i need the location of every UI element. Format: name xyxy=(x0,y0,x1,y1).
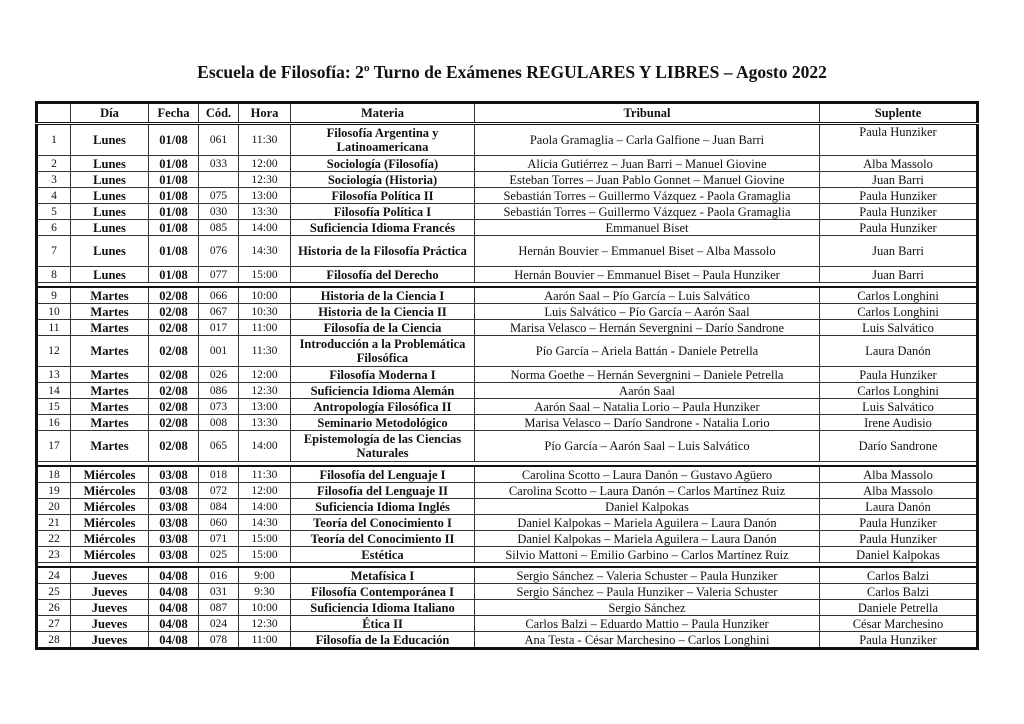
table-row xyxy=(37,616,978,632)
subject-cell: Epistemología de las Ciencias Naturales xyxy=(291,431,475,462)
day-cell: Jueves xyxy=(71,600,149,616)
code-cell: 065 xyxy=(199,431,239,462)
table-row xyxy=(37,483,978,499)
time-cell: 14:30 xyxy=(239,515,291,531)
tribunal-cell: Sebastián Torres – Guillermo Vázquez - Paola Gramaglia xyxy=(475,204,820,220)
day-cell: Martes xyxy=(71,320,149,336)
day-cell: Lunes xyxy=(71,172,149,188)
code-cell: 084 xyxy=(199,499,239,515)
table-row xyxy=(37,336,978,367)
time-cell: 10:30 xyxy=(239,304,291,320)
table-row xyxy=(37,499,978,515)
time-cell: 12:30 xyxy=(239,172,291,188)
tribunal-cell: Sergio Sánchez – Paula Hunziker – Valeria Schuster xyxy=(475,584,820,600)
code-cell: 087 xyxy=(199,600,239,616)
tribunal-cell: Hernán Bouvier – Emmanuel Biset – Paula Hunziker xyxy=(475,267,820,283)
code-cell: 076 xyxy=(199,236,239,267)
code-cell: 073 xyxy=(199,399,239,415)
day-cell: Miércoles xyxy=(71,515,149,531)
tribunal-cell: Luis Salvático – Pío García – Aarón Saal xyxy=(475,304,820,320)
tribunal-cell: Daniel Kalpokas – Mariela Aguilera – Laura Danón xyxy=(475,515,820,531)
day-cell: Jueves xyxy=(71,616,149,632)
subject-cell: Filosofía Argentina y Latinoamericana xyxy=(291,124,475,156)
code-cell: 018 xyxy=(199,466,239,483)
time-cell: 9:30 xyxy=(239,584,291,600)
tribunal-cell: Sergio Sánchez xyxy=(475,600,820,616)
time-cell: 14:00 xyxy=(239,499,291,515)
row-number: 7 xyxy=(37,236,71,267)
time-cell: 12:30 xyxy=(239,616,291,632)
tribunal-cell: Marisa Velasco – Hernán Severgnini – Darío Sandrone xyxy=(475,320,820,336)
subject-cell: Ética II xyxy=(291,616,475,632)
page-title: Escuela de Filosofía: 2º Turno de Exámenes REGULARES Y LIBRES – Agosto 2022 xyxy=(197,62,827,82)
subject-cell: Historia de la Filosofía Práctica xyxy=(291,236,475,267)
table-row xyxy=(37,367,978,383)
date-cell: 01/08 xyxy=(149,267,199,283)
table-row xyxy=(37,431,978,462)
row-number: 22 xyxy=(37,531,71,547)
subject-cell: Filosofía de la Educación xyxy=(291,632,475,649)
subject-cell: Filosofía Moderna I xyxy=(291,367,475,383)
subject-cell: Metafísica I xyxy=(291,567,475,584)
date-cell: 04/08 xyxy=(149,632,199,649)
substitute-cell: Daniele Petrella xyxy=(820,600,978,616)
row-number: 1 xyxy=(37,124,71,156)
tribunal-cell: Sergio Sánchez – Valeria Schuster – Paula Hunziker xyxy=(475,567,820,584)
row-number: 23 xyxy=(37,547,71,563)
tribunal-cell: Ana Testa - César Marchesino – Carlos Longhini xyxy=(475,632,820,649)
table-row xyxy=(37,567,978,584)
substitute-cell: Darío Sandrone xyxy=(820,431,978,462)
table-body xyxy=(37,124,978,649)
table-row xyxy=(37,204,978,220)
tribunal-cell: Carolina Scotto – Laura Danón – Gustavo Agüero xyxy=(475,466,820,483)
tribunal-cell: Carolina Scotto – Laura Danón – Carlos Martínez Ruiz xyxy=(475,483,820,499)
subject-cell: Suficiencia Idioma Inglés xyxy=(291,499,475,515)
day-cell: Martes xyxy=(71,367,149,383)
subject-cell: Estética xyxy=(291,547,475,563)
table-row xyxy=(37,188,978,204)
header-tribunal: Tribunal xyxy=(475,103,820,124)
code-cell: 066 xyxy=(199,287,239,304)
substitute-cell: Carlos Longhini xyxy=(820,383,978,399)
date-cell: 04/08 xyxy=(149,616,199,632)
substitute-cell: Laura Danón xyxy=(820,499,978,515)
subject-cell: Suficiencia Idioma Alemán xyxy=(291,383,475,399)
time-cell: 15:00 xyxy=(239,547,291,563)
day-cell: Martes xyxy=(71,336,149,367)
table-row xyxy=(37,267,978,283)
code-cell: 031 xyxy=(199,584,239,600)
time-cell: 14:00 xyxy=(239,431,291,462)
date-cell: 01/08 xyxy=(149,124,199,156)
row-number: 20 xyxy=(37,499,71,515)
date-cell: 04/08 xyxy=(149,584,199,600)
code-cell xyxy=(199,172,239,188)
tribunal-cell: Norma Goethe – Hernán Severgnini – Daniele Petrella xyxy=(475,367,820,383)
tribunal-cell: Esteban Torres – Juan Pablo Gonnet – Manuel Giovine xyxy=(475,172,820,188)
time-cell: 10:00 xyxy=(239,600,291,616)
tribunal-cell: Hernán Bouvier – Emmanuel Biset – Alba Massolo xyxy=(475,236,820,267)
row-number: 28 xyxy=(37,632,71,649)
code-cell: 030 xyxy=(199,204,239,220)
row-number: 12 xyxy=(37,336,71,367)
date-cell: 01/08 xyxy=(149,156,199,172)
tribunal-cell: Aarón Saal xyxy=(475,383,820,399)
day-cell: Martes xyxy=(71,287,149,304)
row-number: 6 xyxy=(37,220,71,236)
table-row xyxy=(37,515,978,531)
header-day: Día xyxy=(71,103,149,124)
substitute-cell: Carlos Balzi xyxy=(820,567,978,584)
date-cell: 03/08 xyxy=(149,466,199,483)
date-cell: 01/08 xyxy=(149,236,199,267)
table-header-row xyxy=(37,103,978,124)
subject-cell: Filosofía del Lenguaje II xyxy=(291,483,475,499)
date-cell: 02/08 xyxy=(149,367,199,383)
table-row xyxy=(37,287,978,304)
substitute-cell: Paula Hunziker xyxy=(820,531,978,547)
table-row xyxy=(37,547,978,563)
row-number: 26 xyxy=(37,600,71,616)
subject-cell: Filosofía del Derecho xyxy=(291,267,475,283)
row-number: 10 xyxy=(37,304,71,320)
code-cell: 061 xyxy=(199,124,239,156)
row-number: 25 xyxy=(37,584,71,600)
exam-schedule-table xyxy=(35,101,979,650)
substitute-cell: Paula Hunziker xyxy=(820,632,978,649)
substitute-cell: Luis Salvático xyxy=(820,320,978,336)
day-cell: Miércoles xyxy=(71,547,149,563)
substitute-cell: Paula Hunziker xyxy=(820,124,978,156)
subject-cell: Sociología (Historia) xyxy=(291,172,475,188)
time-cell: 11:30 xyxy=(239,124,291,156)
substitute-cell: César Marchesino xyxy=(820,616,978,632)
substitute-cell: Irene Audisio xyxy=(820,415,978,431)
substitute-cell: Paula Hunziker xyxy=(820,220,978,236)
code-cell: 008 xyxy=(199,415,239,431)
time-cell: 15:00 xyxy=(239,531,291,547)
header-time: Hora xyxy=(239,103,291,124)
date-cell: 02/08 xyxy=(149,415,199,431)
date-cell: 01/08 xyxy=(149,204,199,220)
subject-cell: Teoría del Conocimiento II xyxy=(291,531,475,547)
subject-cell: Teoría del Conocimiento I xyxy=(291,515,475,531)
code-cell: 025 xyxy=(199,547,239,563)
substitute-cell: Juan Barri xyxy=(820,267,978,283)
time-cell: 12:00 xyxy=(239,483,291,499)
subject-cell: Suficiencia Idioma Italiano xyxy=(291,600,475,616)
code-cell: 086 xyxy=(199,383,239,399)
tribunal-cell: Alicia Gutiérrez – Juan Barri – Manuel Giovine xyxy=(475,156,820,172)
table-row xyxy=(37,466,978,483)
header-number xyxy=(37,103,71,124)
table-row xyxy=(37,399,978,415)
substitute-cell: Juan Barri xyxy=(820,236,978,267)
row-number: 19 xyxy=(37,483,71,499)
day-cell: Lunes xyxy=(71,236,149,267)
date-cell: 03/08 xyxy=(149,515,199,531)
code-cell: 026 xyxy=(199,367,239,383)
substitute-cell: Daniel Kalpokas xyxy=(820,547,978,563)
date-cell: 04/08 xyxy=(149,600,199,616)
code-cell: 033 xyxy=(199,156,239,172)
date-cell: 02/08 xyxy=(149,287,199,304)
day-cell: Martes xyxy=(71,399,149,415)
tribunal-cell: Marisa Velasco – Darío Sandrone - Natalia Lorio xyxy=(475,415,820,431)
tribunal-cell: Sebastián Torres – Guillermo Vázquez - Paola Gramaglia xyxy=(475,188,820,204)
code-cell: 024 xyxy=(199,616,239,632)
header-date: Fecha xyxy=(149,103,199,124)
date-cell: 02/08 xyxy=(149,399,199,415)
row-number: 16 xyxy=(37,415,71,431)
subject-cell: Seminario Metodológico xyxy=(291,415,475,431)
day-cell: Lunes xyxy=(71,124,149,156)
table-row xyxy=(37,600,978,616)
time-cell: 13:00 xyxy=(239,188,291,204)
substitute-cell: Carlos Longhini xyxy=(820,287,978,304)
row-number: 4 xyxy=(37,188,71,204)
day-cell: Jueves xyxy=(71,584,149,600)
time-cell: 11:00 xyxy=(239,632,291,649)
date-cell: 02/08 xyxy=(149,383,199,399)
tribunal-cell: Aarón Saal – Pío García – Luis Salvático xyxy=(475,287,820,304)
day-cell: Lunes xyxy=(71,204,149,220)
subject-cell: Filosofía del Lenguaje I xyxy=(291,466,475,483)
substitute-cell: Alba Massolo xyxy=(820,466,978,483)
row-number: 8 xyxy=(37,267,71,283)
subject-cell: Historia de la Ciencia II xyxy=(291,304,475,320)
tribunal-cell: Pío García – Aarón Saal – Luis Salvático xyxy=(475,431,820,462)
table-row xyxy=(37,584,978,600)
substitute-cell: Paula Hunziker xyxy=(820,367,978,383)
code-cell: 016 xyxy=(199,567,239,584)
table-row xyxy=(37,236,978,267)
table-row xyxy=(37,220,978,236)
row-number: 11 xyxy=(37,320,71,336)
subject-cell: Filosofía Política II xyxy=(291,188,475,204)
time-cell: 11:30 xyxy=(239,466,291,483)
subject-cell: Antropología Filosófica II xyxy=(291,399,475,415)
table-row xyxy=(37,415,978,431)
tribunal-cell: Carlos Balzi – Eduardo Mattio – Paula Hunziker xyxy=(475,616,820,632)
code-cell: 077 xyxy=(199,267,239,283)
code-cell: 085 xyxy=(199,220,239,236)
row-number: 18 xyxy=(37,466,71,483)
code-cell: 071 xyxy=(199,531,239,547)
day-cell: Lunes xyxy=(71,220,149,236)
table-row xyxy=(37,531,978,547)
substitute-cell: Alba Massolo xyxy=(820,156,978,172)
time-cell: 10:00 xyxy=(239,287,291,304)
row-number: 13 xyxy=(37,367,71,383)
substitute-cell: Paula Hunziker xyxy=(820,188,978,204)
time-cell: 14:00 xyxy=(239,220,291,236)
substitute-cell: Juan Barri xyxy=(820,172,978,188)
tribunal-cell: Pío García – Ariela Battán - Daniele Petrella xyxy=(475,336,820,367)
time-cell: 11:00 xyxy=(239,320,291,336)
date-cell: 01/08 xyxy=(149,188,199,204)
day-cell: Lunes xyxy=(71,188,149,204)
code-cell: 060 xyxy=(199,515,239,531)
table-row xyxy=(37,632,978,649)
code-cell: 017 xyxy=(199,320,239,336)
date-cell: 04/08 xyxy=(149,567,199,584)
substitute-cell: Laura Danón xyxy=(820,336,978,367)
day-cell: Martes xyxy=(71,304,149,320)
day-cell: Lunes xyxy=(71,267,149,283)
row-number: 14 xyxy=(37,383,71,399)
substitute-cell: Paula Hunziker xyxy=(820,204,978,220)
date-cell: 01/08 xyxy=(149,172,199,188)
row-number: 3 xyxy=(37,172,71,188)
subject-cell: Sociología (Filosofía) xyxy=(291,156,475,172)
day-cell: Martes xyxy=(71,431,149,462)
time-cell: 9:00 xyxy=(239,567,291,584)
table-row xyxy=(37,304,978,320)
time-cell: 13:30 xyxy=(239,415,291,431)
tribunal-cell: Paola Gramaglia – Carla Galfione – Juan Barri xyxy=(475,124,820,156)
time-cell: 13:00 xyxy=(239,399,291,415)
row-number: 2 xyxy=(37,156,71,172)
day-cell: Miércoles xyxy=(71,466,149,483)
date-cell: 03/08 xyxy=(149,499,199,515)
date-cell: 02/08 xyxy=(149,431,199,462)
subject-cell: Filosofía de la Ciencia xyxy=(291,320,475,336)
day-cell: Lunes xyxy=(71,156,149,172)
time-cell: 11:30 xyxy=(239,336,291,367)
substitute-cell: Carlos Longhini xyxy=(820,304,978,320)
date-cell: 03/08 xyxy=(149,483,199,499)
time-cell: 15:00 xyxy=(239,267,291,283)
time-cell: 12:30 xyxy=(239,383,291,399)
substitute-cell: Paula Hunziker xyxy=(820,515,978,531)
tribunal-cell: Silvio Mattoni – Emilio Garbino – Carlos Martínez Ruiz xyxy=(475,547,820,563)
substitute-cell: Carlos Balzi xyxy=(820,584,978,600)
day-cell: Martes xyxy=(71,383,149,399)
tribunal-cell: Aarón Saal – Natalia Lorio – Paula Hunziker xyxy=(475,399,820,415)
code-cell: 072 xyxy=(199,483,239,499)
table-row xyxy=(37,320,978,336)
time-cell: 14:30 xyxy=(239,236,291,267)
table-row xyxy=(37,156,978,172)
date-cell: 02/08 xyxy=(149,304,199,320)
day-cell: Miércoles xyxy=(71,531,149,547)
date-cell: 03/08 xyxy=(149,531,199,547)
row-number: 24 xyxy=(37,567,71,584)
header-code: Cód. xyxy=(199,103,239,124)
substitute-cell: Luis Salvático xyxy=(820,399,978,415)
row-number: 27 xyxy=(37,616,71,632)
tribunal-cell: Emmanuel Biset xyxy=(475,220,820,236)
subject-cell: Historia de la Ciencia I xyxy=(291,287,475,304)
subject-cell: Filosofía Política I xyxy=(291,204,475,220)
code-cell: 075 xyxy=(199,188,239,204)
day-cell: Jueves xyxy=(71,567,149,584)
header-subject: Materia xyxy=(291,103,475,124)
code-cell: 001 xyxy=(199,336,239,367)
subject-cell: Suficiencia Idioma Francés xyxy=(291,220,475,236)
row-number: 21 xyxy=(37,515,71,531)
day-cell: Miércoles xyxy=(71,483,149,499)
subject-cell: Introducción a la Problemática Filosófica xyxy=(291,336,475,367)
code-cell: 078 xyxy=(199,632,239,649)
date-cell: 02/08 xyxy=(149,320,199,336)
substitute-cell: Alba Massolo xyxy=(820,483,978,499)
tribunal-cell: Daniel Kalpokas – Mariela Aguilera – Laura Danón xyxy=(475,531,820,547)
table-row xyxy=(37,383,978,399)
subject-cell: Filosofía Contemporánea I xyxy=(291,584,475,600)
row-number: 15 xyxy=(37,399,71,415)
tribunal-cell: Daniel Kalpokas xyxy=(475,499,820,515)
date-cell: 02/08 xyxy=(149,336,199,367)
code-cell: 067 xyxy=(199,304,239,320)
row-number: 9 xyxy=(37,287,71,304)
date-cell: 01/08 xyxy=(149,220,199,236)
table-row xyxy=(37,124,978,156)
day-cell: Martes xyxy=(71,415,149,431)
time-cell: 12:00 xyxy=(239,367,291,383)
time-cell: 13:30 xyxy=(239,204,291,220)
time-cell: 12:00 xyxy=(239,156,291,172)
table-row xyxy=(37,172,978,188)
row-number: 5 xyxy=(37,204,71,220)
date-cell: 03/08 xyxy=(149,547,199,563)
header-substitute: Suplente xyxy=(820,103,978,124)
row-number: 17 xyxy=(37,431,71,462)
day-cell: Jueves xyxy=(71,632,149,649)
day-cell: Miércoles xyxy=(71,499,149,515)
